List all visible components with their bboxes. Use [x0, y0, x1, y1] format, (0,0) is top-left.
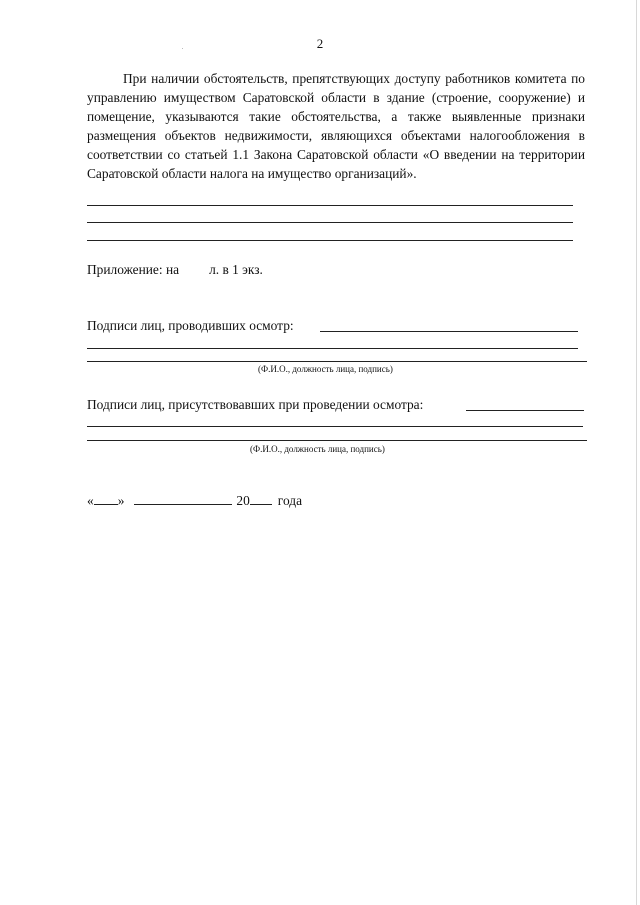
blank-line-2 [87, 222, 573, 223]
blank-line-3 [87, 240, 573, 241]
year-prefix: 20 [236, 493, 250, 508]
inspectors-line-3 [87, 361, 587, 362]
day-blank [94, 492, 118, 505]
blank-line-1 [87, 205, 573, 206]
inspectors-line-2 [87, 348, 578, 349]
attachment-line [87, 262, 263, 278]
attendees-caption: (Ф.И.О., должность лица, подпись) [250, 444, 385, 454]
month-blank [134, 492, 232, 505]
attendees-line-2 [87, 426, 583, 427]
date-open-quote: « [87, 493, 94, 508]
inspectors-fill-line [320, 331, 578, 332]
attendees-signature-line [87, 397, 423, 413]
page-number: 2 [316, 36, 324, 51]
date-line [87, 492, 302, 509]
date-close-quote: » [117, 493, 125, 508]
attachment-suffix: л. в 1 экз. [209, 262, 263, 277]
year-suffix: года [277, 493, 303, 508]
scan-edge-line [636, 0, 637, 905]
year-blank [250, 492, 272, 505]
inspectors-label: Подписи лиц, проводивших осмотр: [87, 318, 294, 333]
main-paragraph: При наличии обстоятельств, препятствующих доступу работников комитета по управлению имуществом Саратовской области в здание (строение, сооружение) и помещение, указываются такие обстоятельства, а также выявленные признаки размещения объектов недвижимости, являющихся объектами налогообложения в соответствии со статьей 1.1 Закона Саратовской области «О введении на территории Саратовской области налога на имущество организаций». [87, 71, 585, 182]
attendees-fill-line [466, 410, 584, 411]
inspectors-signature-line [87, 318, 294, 334]
attachment-prefix: Приложение: на [87, 262, 180, 277]
attendees-label: Подписи лиц, присутствовавших при проведении осмотра: [87, 397, 424, 412]
attendees-line-3 [87, 440, 587, 441]
inspectors-caption: (Ф.И.О., должность лица, подпись) [258, 364, 393, 374]
